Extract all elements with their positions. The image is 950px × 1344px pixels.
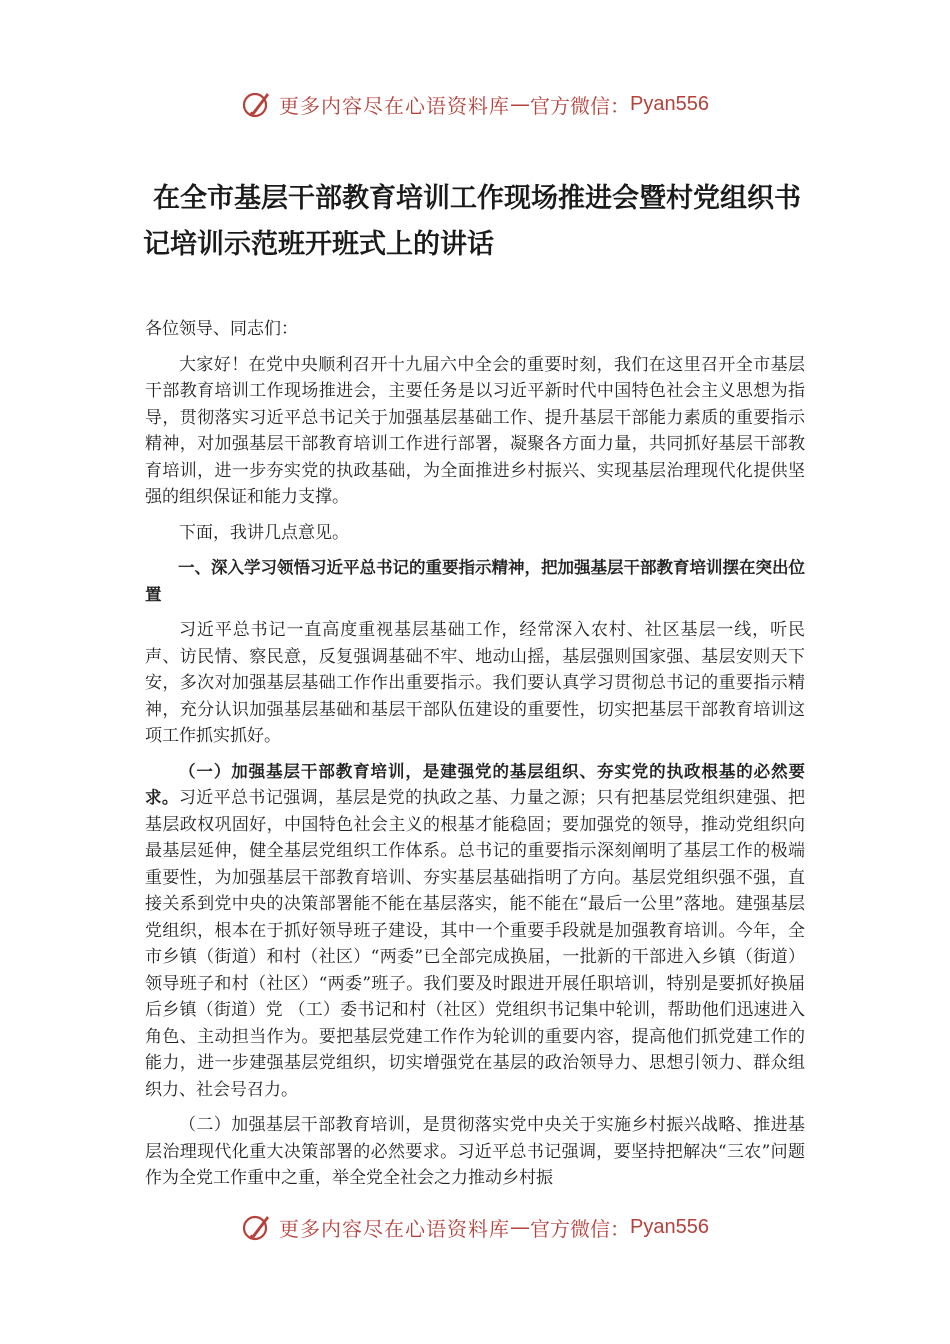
banner-wechat-label: 官方微信： [530, 1216, 631, 1241]
header-banner [0, 84, 950, 124]
banner-dash: — [510, 92, 531, 116]
quill-pen-circle-icon [241, 1211, 273, 1243]
banner-text: 更多内容尽在心语资料库 [279, 93, 511, 118]
paragraph-intro: 大家好！在党中央顺利召开十九届六中全会的重要时刻，我们在这里召开全市基层干部教育培训工作现场推进会，主要任务是以习近平新时代中国特色社会主义思想为指导，贯彻落实习近平总书记关于加强基层基础工作、提升基层干部能力素质的重要指示精神，对加强基层干部教育培训工作进行部署，凝聚各方面力量，共同抓好基层干部教育培训，进一步夯实党的执政基础，为全面推进乡村振兴、实现基层治理现代化提供坚强的组织保证和能力支撑。 [145, 354, 805, 507]
banner-wechat-id: Pyan556 [630, 92, 709, 115]
banner-wechat-id: Pyan556 [630, 1215, 709, 1238]
salutation: 各位领导、同志们： [145, 319, 298, 339]
section-heading-1: 一、深入学习领悟习近平总书记的重要指示精神，把加强基层干部教育培训摆在突出位置 [145, 558, 805, 604]
banner-dash: — [510, 1215, 531, 1239]
quill-pen-circle-icon [241, 88, 273, 120]
paragraph-section1-intro: 习近平总书记一直高度重视基层基础工作，经常深入农村、社区基层一线，听民声、访民情、察民意，反复强调基础不牢、地动山摇，基层强则国家强、基层安则天下安，多次对加强基层基础工作作出重要指示。我们要认真学习贯彻总书记的重要指示精神，充分认识加强基层基础和基层干部队伍建设的重要性，切实把基层干部教育培训这项工作抓实抓好。 [145, 620, 805, 746]
paragraph-point-1 [145, 759, 805, 1104]
banner-wechat-label: 官方微信： [530, 93, 631, 118]
banner-text: 更多内容尽在心语资料库 [279, 1216, 511, 1241]
point-1-text: 习近平总书记强调，基层是党的执政之基、力量之源；只有把基层党组织建强、把基层政权巩固好，中国特色社会主义的根基才能稳固；要加强党的领导，推动党组织向最基层延伸，健全基层党组织工作体系。总书记的重要指示深刻阐明了基层工作的极端重要性，为加强基层干部教育培训、夯实基层基础指明了方向。基层党组织强不强，直接关系到党中央的决策部署能不能在基层落实，能不能在“最后一公里”落地。建强基层党组织，根本在于抓好领导班子建设，其中一个重要手段就是加强教育培训。今年，全市乡镇（街道）和村（社区）“两委”已全部完成换届，一批新的干部进入乡镇（街道）领导班子和村（社区）“两委”班子。我们要及时跟进开展任职培训，特别是要抓好换届后乡镇（街道）党 （工）委书记和村（社区）党组织书记集中轮训，帮助他们迅速进入角色、主动担当作为。要把基层党建工作作为轮训的重要内容，提高他们抓党建工作的能力，进一步建强基层党组织，切实增强党在基层的政治领导力、思想引领力、群众组织力、社会号召力。 [145, 788, 806, 1100]
footer-banner [0, 1207, 950, 1247]
point-1-lead: （一）加强基层干部教育培训，是建强党的基层组织、夯实党的执政根基的必然要求。 [145, 761, 805, 807]
document-body [145, 316, 805, 1201]
paragraph-point-2: （二）加强基层干部教育培训，是贯彻落实党中央关于实施乡村振兴战略、推进基层治理现代化重大决策部署的必然要求。习近平总书记强调，要坚持把解决“三农”问题作为全党工作重中之重，举全党全社会之力推动乡村振 [145, 1115, 805, 1188]
document-title: 在全市基层干部教育培训工作现场推进会暨村党组织书记培训示范班开班式上的讲话 [143, 183, 801, 260]
paragraph-transition: 下面，我讲几点意见。 [179, 522, 349, 543]
